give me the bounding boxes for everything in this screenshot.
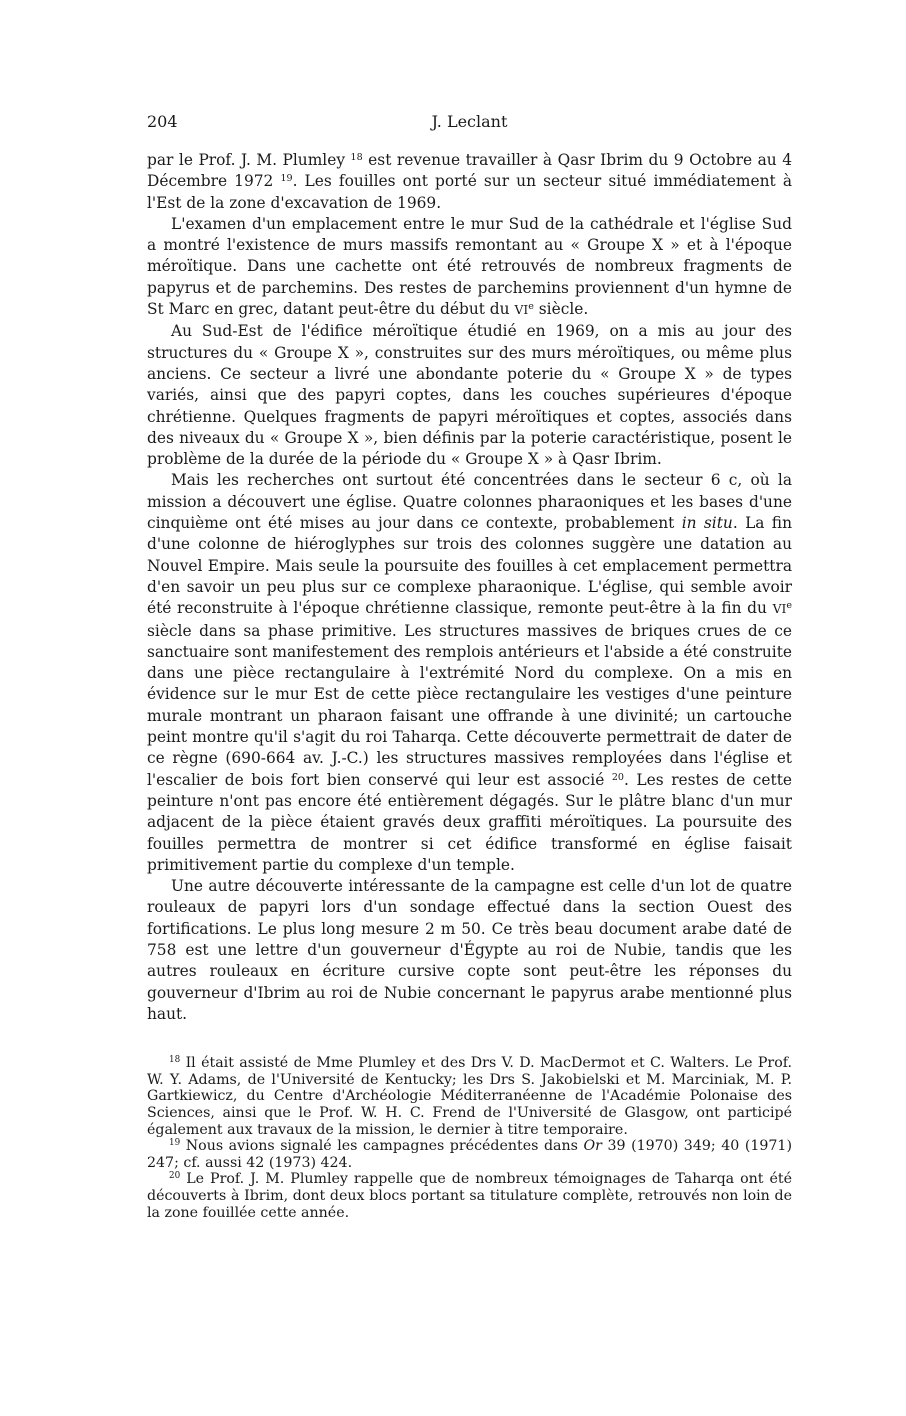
footnote-19 bbox=[147, 1138, 792, 1171]
century-numeral: VI bbox=[514, 303, 529, 318]
paragraph-4-text-b: . La fin d'une colonne de hiéroglyphes sur trois des colonnes suggère une datation au Nouvel Empire. Mais seule la poursuite des fouilles à cet emplacement permettra d'en savoir un peu plus sur ce complexe pharaonique. L'église, qui semble avoir été reconstruite à l'époque chrétienne classique, remonte peut-être à la fin du bbox=[147, 514, 792, 618]
footnote-ref-20: 20 bbox=[611, 771, 624, 783]
paragraph-2 bbox=[147, 214, 792, 321]
paragraph-1-text-a: par le Prof. J. M. Plumley bbox=[147, 151, 351, 169]
footnote-number-18: 18 bbox=[169, 1055, 181, 1066]
paragraph-4-text-d: . Les restes de cette peinture n'ont pas encore été entièrement dégagés. Sur le plâtre blanc d'un mur adjacent de la pièce étaient gravés deux graffiti méroïtiques. La poursuite des fouilles permettra de montrer si cet édifice transformé en église faisait primitivement partie du complexe d'un temple. bbox=[147, 770, 792, 874]
footnotes bbox=[147, 1055, 792, 1221]
paragraph-5: Une autre découverte intéressante de la campagne est celle d'un lot de quatre rouleaux de papyri lors d'un sondage effectué dans la section Ouest des fortifications. Le plus long mesure 2 m 50. Ce très beau document arabe daté de 758 est une lettre d'un gouverneur d'Égypte au roi de Nubie, tandis que les autres rouleaux en écriture cursive copte sont peut-être les réponses du gouverneur d'Ibrim au roi de Nubie concernant le papyrus arabe mentionné plus haut. bbox=[147, 877, 792, 1023]
paragraph-4-text-c: siècle dans sa phase primitive. Les structures massives de briques crues de ce sanctuaire sont manifestement des remplois antérieurs et l'abside a été construite dans une pièce rectangulaire à l'extrémité Nord du complexe. On a mis en évidence sur le mur Est de cette pièce rectangulaire les vestiges d'une peinture murale montrant un pharaon faisant une offrande à une divinité; un cartouche peint montre qu'il s'agit du roi Taharqa. Cette découverte permettrait de dater de ce règne (690-664 av. J.-C.) les structures massives remployées dans l'église et l'escalier de bois fort bien conservé qui leur est associé bbox=[147, 621, 792, 789]
century-numeral: VI bbox=[772, 602, 787, 617]
running-title: J. Leclant bbox=[431, 112, 508, 131]
page bbox=[147, 112, 792, 1221]
paragraph-1-text-b: est revenue travailler à Qasr Ibrim du 9 Octobre au 4 Décembre 1972 bbox=[147, 151, 792, 191]
paragraph-2-text-b: siècle. bbox=[533, 300, 589, 319]
footnote-ref-18: 18 bbox=[350, 151, 363, 163]
footnote-number-20: 20 bbox=[169, 1171, 181, 1182]
footnote-20-text: Le Prof. J. M. Plumley rappelle que de nombreux témoignages de Taharqa ont été découverts à Ibrim, dont deux blocs portant sa titulature complète, retrouvés non loin de la zone fouillée cette année. bbox=[147, 1171, 792, 1221]
paragraph-4-text-a: Mais les recherches ont surtout été concentrées dans le secteur 6 c, où la mission a découvert une église. Quatre colonnes pharaoniques et les bases d'une cinquième ont été mises au jour dans ce contexte, probablement bbox=[147, 471, 792, 533]
footnote-19-text-b: 39 (1970) 349; 40 (1971) 247; cf. aussi 42 (1973) 424. bbox=[147, 1138, 792, 1171]
page-number: 204 bbox=[147, 112, 178, 131]
century-suffix: e bbox=[786, 599, 792, 611]
footnote-ref-19: 19 bbox=[280, 173, 293, 185]
running-head bbox=[147, 112, 792, 138]
footnote-18-text: Il était assisté de Mme Plumley et des Drs V. D. MacDermot et C. Walters. Le Prof. W. Y. Adams, de l'Université de Kentucky; les Drs S. Jakobielski et M. Marciniak, M. P. Gartkiewicz, du Centre d'Archéologie Méditerranéenne de l'Académie Polonaise des Sciences, ainsi que le Prof. W. H. C. Frend de l'Université de Glasgow, ont participé également aux travaux de la mission, le dernier à titre temporaire. bbox=[147, 1055, 792, 1138]
paragraph-2-text-a: L'examen d'un emplacement entre le mur Sud de la cathédrale et l'église Sud a montré l'existence de murs massifs remontant au « Groupe X » et à l'époque méroïtique. Dans une cachette ont été retrouvés de nombreux fragments de papyrus et de parchemins. Des restes de parchemins proviennent d'un hymne de St Marc en grec, datant peut-être du début du bbox=[147, 214, 792, 319]
in-situ-italic: in situ bbox=[681, 514, 733, 533]
body-text bbox=[147, 150, 792, 1025]
footnote-number-19: 19 bbox=[169, 1138, 181, 1149]
footnote-20 bbox=[147, 1171, 792, 1221]
paragraph-1-text-c: . Les fouilles ont porté sur un secteur situé immédiatement à l'Est de la zone d'excavation de 1969. bbox=[147, 172, 792, 212]
footnote-18 bbox=[147, 1055, 792, 1138]
paragraph-4 bbox=[147, 470, 792, 876]
paragraph-3: Au Sud-Est de l'édifice méroïtique étudié en 1969, on a mis au jour des structures du « Groupe X », construites sur des murs méroïtiques, ou même plus anciens. Ce secteur a livré une abondante poterie du « Groupe X » de types variés, ainsi que des papyri coptes, dans les couches supérieures d'époque chrétienne. Quelques fragments de papyri méroïtiques et coptes, associés dans des niveaux du « Groupe X », bien définis par la poterie caractéristique, posent le problème de la durée de la période du « Groupe X » à Qasr Ibrim. bbox=[147, 322, 792, 469]
journal-abbrev-italic: Or bbox=[583, 1138, 602, 1155]
footnote-19-text-a: Nous avions signalé les campagnes précédentes dans bbox=[180, 1138, 584, 1155]
paragraph-1 bbox=[147, 150, 792, 214]
century-suffix: e bbox=[528, 300, 534, 312]
